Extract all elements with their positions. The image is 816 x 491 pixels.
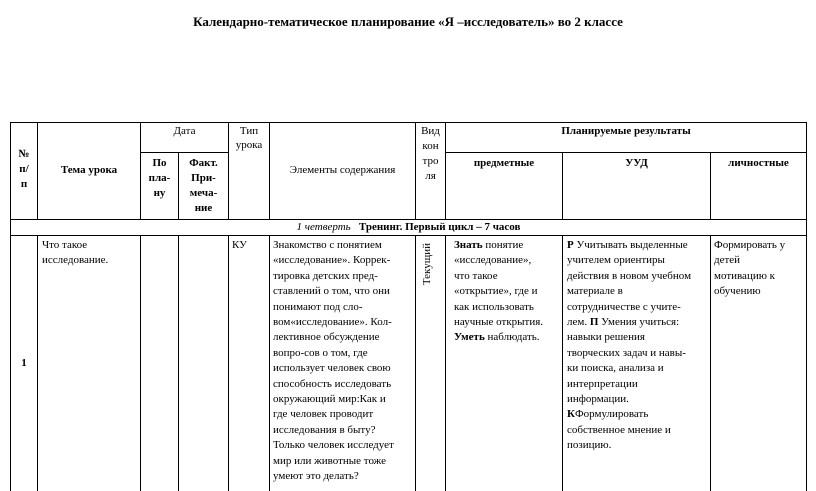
content-line: окружающий мир:Как и <box>273 393 386 406</box>
row-content <box>273 238 411 485</box>
col-line-7b <box>445 235 446 491</box>
header-control: Вид кон тро ля <box>421 125 440 182</box>
content-line: мир или животные тоже <box>273 454 387 467</box>
section-row <box>11 220 806 234</box>
header-num: № п/ п <box>18 148 30 190</box>
col-line-9b <box>710 235 711 491</box>
content-line: понимают под сло- <box>273 300 363 313</box>
section-training: Тренинг. Первый цикл – 7 часов <box>358 221 521 233</box>
page-title: Календарно-тематическое планирование «Я –исследователь» во 2 классе <box>193 14 623 29</box>
col-line-3b <box>178 235 179 491</box>
row-topic: Что такое исследование. <box>42 239 109 266</box>
row-lesson-type: КУ <box>232 239 247 251</box>
section-quarter: 1 четверть <box>296 221 351 233</box>
col-line-8b <box>562 235 563 491</box>
row-uud-results: Р Учитывать выделенные учителем ориентиры действия в новом учебном материале в сотрудничестве с учите- лем. П Умения учиться: навыки решения творческих задач и навы- ки поиска, анализа и интерпретации информации. КФормулировать собственное мнение и позицию. <box>567 239 692 452</box>
header-lesson-type: Тип урока <box>235 125 263 151</box>
header-date: Дата <box>173 125 196 137</box>
header-subject: предметные <box>473 157 535 169</box>
content-line: где человек проводит <box>273 408 374 421</box>
header-date-plan: По пла- ну <box>148 157 171 199</box>
content-line: лективное обсуждение <box>273 331 380 344</box>
header-content: Элементы содержания <box>289 164 396 176</box>
content-line: Только человек исследует <box>273 439 394 452</box>
col-line-2b <box>140 235 141 491</box>
content-line: способность исследовать <box>273 377 392 390</box>
content-line: вом«исследование». Кол- <box>273 316 392 329</box>
header-date-fact: Факт. При- меча- ние <box>189 157 218 214</box>
col-line-1b <box>37 235 38 491</box>
header-topic: Тема урока <box>60 164 118 176</box>
col-line-6b <box>415 235 416 491</box>
results-sub-divider <box>445 152 806 153</box>
content-line: тировка детских пред- <box>273 269 378 282</box>
section-bottom-divider <box>10 235 806 236</box>
content-line: исследования в быту? <box>273 423 376 436</box>
table-border-top <box>10 122 806 123</box>
row-control: Текущий <box>421 243 433 286</box>
col-line-right <box>806 122 807 491</box>
content-line: Знакомство с понятием <box>273 239 382 251</box>
date-sub-divider <box>140 152 228 153</box>
header-uud: УУД <box>625 157 648 169</box>
content-line: использует человек свою <box>273 362 391 375</box>
row-subject-results: Знать понятие «исследование», что такое «открытие», где и как использовать научные открытия. Уметь наблюдать. <box>454 239 544 344</box>
content-line: вопро-сов о том, где <box>273 346 368 359</box>
content-line: ставлений о том, что они <box>273 285 390 298</box>
header-personal: личностные <box>728 157 789 169</box>
col-line-5b <box>269 235 270 491</box>
content-line: умеют это делать? <box>273 470 359 483</box>
content-line: «исследование». Коррек- <box>273 254 391 267</box>
row-number: 1 <box>21 357 27 369</box>
col-line-4b <box>228 235 229 491</box>
header-results: Планируемые результаты <box>561 125 691 137</box>
row-personal-results: Формировать у детей мотивацию к обучению <box>714 239 786 298</box>
